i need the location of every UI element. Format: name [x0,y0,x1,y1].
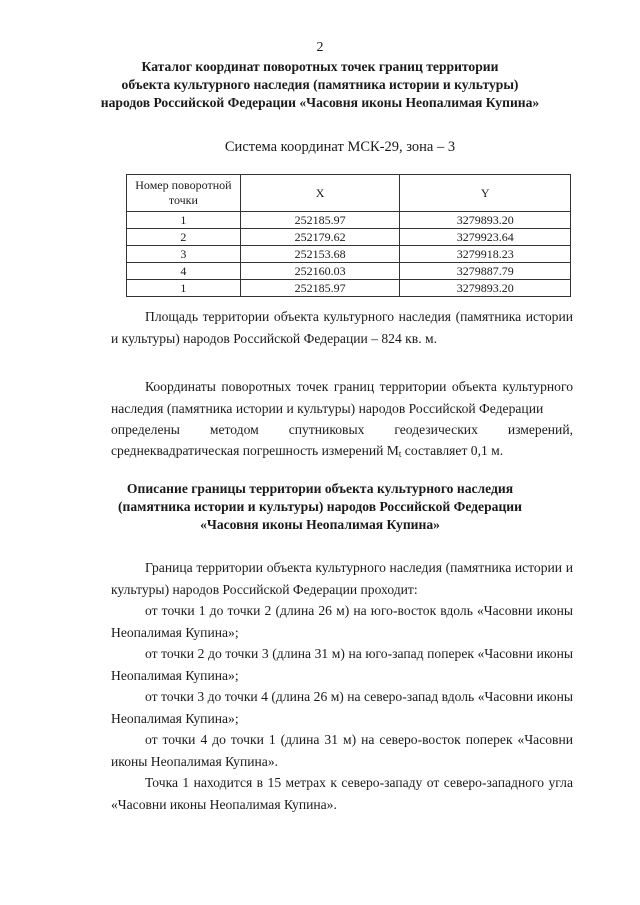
header-y: Y [400,175,571,212]
accuracy-error-value: составляет 0,1 м. [401,443,504,458]
boundary-title-line: (памятника истории и культуры) народов Российской Федерации [118,499,522,514]
cell-x: 252160.03 [240,263,400,280]
boundary-title-line: Описание границы территории объекта культурного наследия [126,481,514,496]
table-row [127,229,571,246]
table-row [127,246,571,263]
accuracy-error-text: среднеквадратическая погрешность измерений M [111,443,399,458]
accuracy-text: Координаты поворотных точек границ территории объекта культурного наследия (памятника истории и культуры) народов Российской Федерации [111,379,573,416]
cell-y: 3279923.64 [400,229,571,246]
cell-point: 2 [127,229,241,246]
cell-x: 252185.97 [240,212,400,229]
cell-x: 252185.97 [240,280,400,297]
accuracy-paragraph [111,376,573,419]
cell-x: 252153.68 [240,246,400,263]
catalog-title [60,58,580,112]
table-row [127,212,571,229]
catalog-title-line: Каталог координат поворотных точек границ территории [141,59,499,74]
cell-x: 252179.62 [240,229,400,246]
table-row [127,263,571,280]
boundary-segment: от точки 4 до точки 1 (длина 31 м) на северо-восток поперек «Часовни иконы Неопалимая Купина». [111,732,573,769]
accuracy-line-method: определены методом спутниковых геодезических измерений, [111,422,573,437]
table-header-row [127,175,571,212]
boundary-intro: Граница территории объекта культурного наследия (памятника истории и культуры) народов Российской Федерации проходит: [111,560,573,597]
boundary-title-line: «Часовня иконы Неопалимая Купина» [200,517,440,532]
page-number: 2 [316,40,324,55]
point-location: Точка 1 находится в 15 метрах к северо-западу от северо-западного угла «Часовни иконы Неопалимая Купина». [111,775,573,812]
header-x: X [240,175,400,212]
cell-y: 3279887.79 [400,263,571,280]
cell-y: 3279893.20 [400,212,571,229]
coordinates-table [126,174,571,297]
catalog-title-line: объекта культурного наследия (памятника истории и культуры) [121,77,519,92]
area-paragraph: Площадь территории объекта культурного наследия (памятника истории и культуры) народов Российской Федерации – 824 кв. м. [111,309,573,346]
boundary-segment: от точки 3 до точки 4 (длина 26 м) на северо-запад вдоль «Часовни иконы Неопалимая Купина»; [111,689,573,726]
accuracy-line-error [111,440,573,466]
boundary-segment: от точки 1 до точки 2 (длина 26 м) на юго-восток вдоль «Часовни иконы Неопалимая Купина»; [111,603,573,640]
cell-point: 4 [127,263,241,280]
accuracy-error-subscript: t [398,449,402,459]
boundary-segment: от точки 2 до точки 3 (длина 31 м) на юго-запад поперек «Часовни иконы Неопалимая Купина»; [111,646,573,683]
cell-point: 1 [127,212,241,229]
cell-y: 3279893.20 [400,280,571,297]
cell-point: 3 [127,246,241,263]
header-point-number: Номер поворотной точки [127,175,241,212]
boundary-title [60,480,580,534]
catalog-title-line: народов Российской Федерации «Часовня иконы Неопалимая Купина» [100,95,540,110]
cell-point: 1 [127,280,241,297]
coordinate-system: Система координат МСК-29, зона – 3 [224,139,456,155]
cell-y: 3279918.23 [400,246,571,263]
table-row [127,280,571,297]
